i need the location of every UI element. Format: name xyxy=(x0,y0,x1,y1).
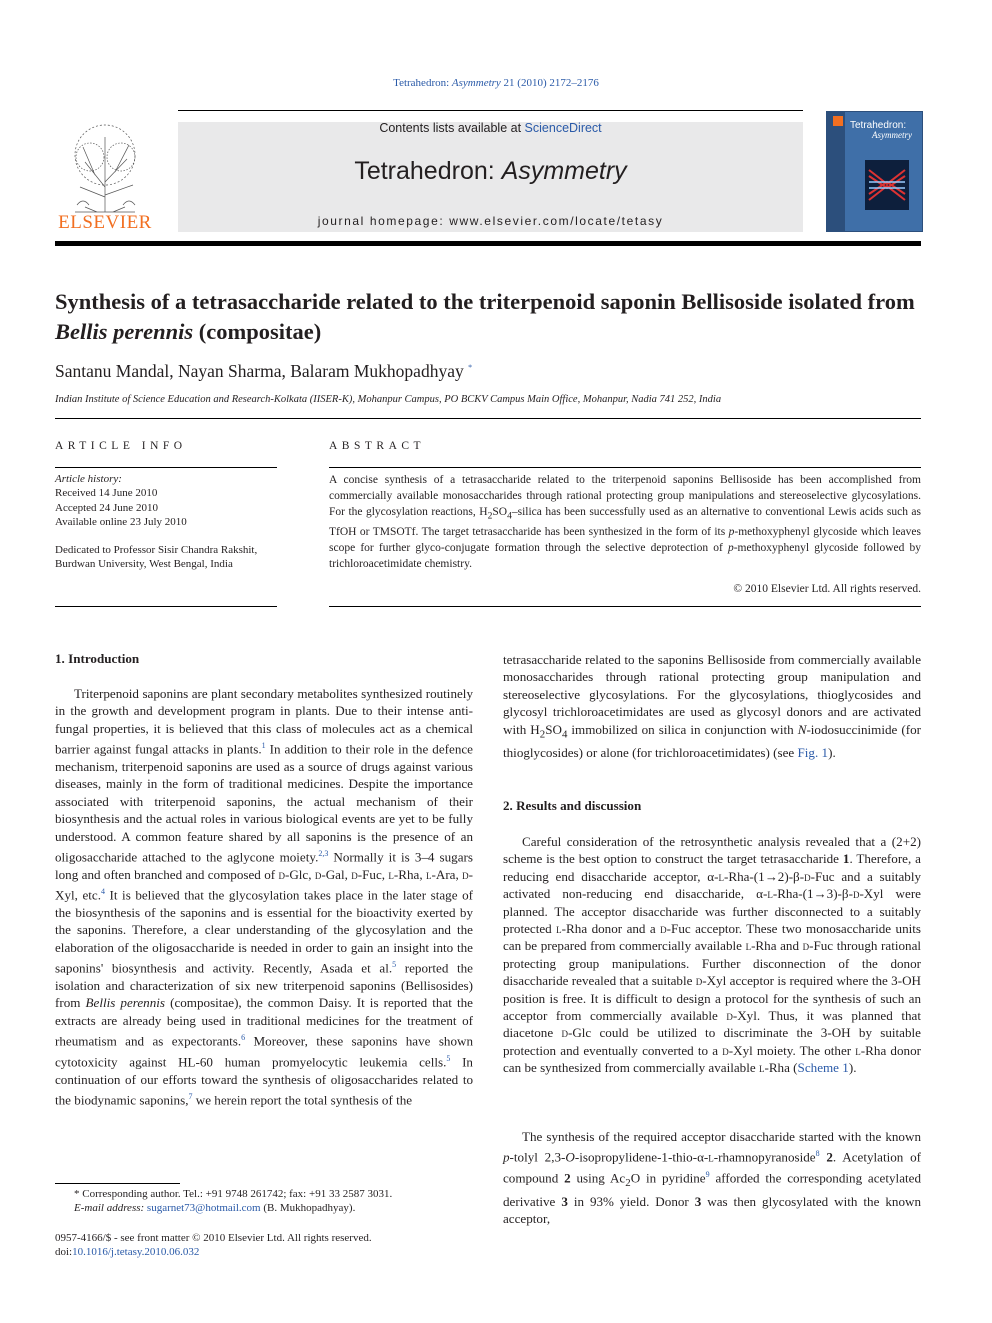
cover-spine xyxy=(827,112,845,231)
doi-link[interactable]: 10.1016/j.tetasy.2010.06.032 xyxy=(72,1246,200,1258)
cover-elsevier-mark xyxy=(833,116,843,126)
received-date: Received 14 June 2010 xyxy=(55,487,158,500)
scheme1-link[interactable]: Scheme 1 xyxy=(797,1060,849,1076)
intro-heading: 1. Introduction xyxy=(55,651,140,666)
cover-artwork xyxy=(865,160,909,210)
abstract-rule xyxy=(329,467,921,468)
elsevier-wordmark: ELSEVIER xyxy=(58,212,152,233)
intro-paragraph-continued: tetrasaccharide related to the saponins Bellisoside from commercially available monosaccharides through rational protecting group manipulation and stereoselective glycosylations. For the glycosylations, thioglycosides and glycosyl trichloroacetimidates are used as glycosyl donors and are activated with $H_2SO_4$ immobilized on silica in conjunction with N-iodosuccinimide (for thioglycosides) or alone (for trichloroacetimidates) (see Fig. 1). xyxy=(503,652,921,760)
journal-citation[interactable]: Tetrahedron: Asymmetry 21 (2010) 2172–2176 xyxy=(393,77,599,89)
footnote-rule xyxy=(55,1183,180,1184)
article-info-heading: ARTICLE INFO xyxy=(55,440,187,452)
journal-title: Tetrahedron: Asymmetry xyxy=(354,157,627,185)
journal-homepage: journal homepage: www.elsevier.com/locate/tetasy xyxy=(317,214,664,228)
front-matter xyxy=(55,1231,473,1259)
abstract-heading: ABSTRACT xyxy=(329,440,426,452)
dedication: Dedicated to Professor Sisir Chandra Rakshit, Burdwan University, West Bengal, India xyxy=(55,544,258,571)
results-paragraph: Careful consideration of the retrosynthetic analysis revealed that a (2+2) scheme is the best option to construct the target tetrasaccharide 1. Therefore, a reducing end disaccharide acceptor, α-l-Rha-(1→2)-β-d-Fuc and a suitably activated non-reducing end disaccharide, α-l-Rha-(1→3)-β-d-Xyl were planned. The acceptor disaccharide was further disconnected to a suitably protected l-Rha donor and a d-Fuc acceptor. These two monosaccharide units can be prepared from commercially available l-Rha and d-Fuc through rational protecting group manipulations. Further disconnection of the donor disaccharide revealed that a suitable d-Xyl acceptor is required where the 3-OH position is free. It is difficult to design a protocol for the synthesis of such an acceptor from commercially available d-Xyl. Thus, it was planned that diacetone d-Glc could be utilized to discriminate the 3-OH by suitable protection and eventually converted to a d-Xyl moiety. The other l-Rha donor can be synthesized from commercially available l-Rha (Scheme 1). xyxy=(503,834,922,1076)
results-paragraph-2: The synthesis of the required acceptor disaccharide started with the known p-tolyl 2,3-O-isopropylidene-1-thio-α-l-rhamnopyranoside$^8$ 2. Acetylation of compound 2 using $Ac_2O$ in pyridine$^9$ afforded the corresponding acetylated derivative 3 in 93% yield. Donor 3 was then glycosylated with the known acceptor, xyxy=(503,1129,922,1226)
article-title: Synthesis of a tetrasaccharide related to the triterpenoid saponin Bellisoside isolated from Bellis perennis (compositae) xyxy=(55,289,915,344)
history-label: Article history: xyxy=(55,473,122,485)
header-rule xyxy=(55,241,921,246)
sciencedirect-link[interactable]: ScienceDirect xyxy=(524,121,602,135)
cover-title: Tetrahedron: xyxy=(850,120,907,131)
homepage-link[interactable]: www.elsevier.com/locate/tetasy xyxy=(449,214,664,228)
fig1-link[interactable]: Fig. 1 xyxy=(797,744,829,760)
results-heading: 2. Results and discussion xyxy=(503,798,642,813)
email-link[interactable]: sugarnet73@hotmail.com xyxy=(146,1202,261,1214)
doi-line: doi:10.1016/j.tetasy.2010.06.032 xyxy=(55,1246,200,1258)
corresponding-author-mark[interactable]: * xyxy=(468,363,473,373)
affiliation: Indian Institute of Science Education and Research-Kolkata (IISER-K), Mohanpur Campus, PO BCKV Campus Main Office, Mohanpur, Nadia 741 252, India xyxy=(55,394,722,405)
corresponding-author-footnote: * Corresponding author. Tel.: +91 9748 261742; fax: +91 33 2587 3031. E-mail address: sugarnet73@hotmail.com (B. Mukhopadhyay). xyxy=(74,1188,393,1214)
online-date: Available online 23 July 2010 xyxy=(55,516,187,529)
cover-subtitle: Asymmetry xyxy=(872,130,912,140)
article-info-rule xyxy=(55,467,277,468)
abstract-bottom-rule xyxy=(329,606,921,607)
issn-line: 0957-4166/$ - see front matter © 2010 Elsevier Ltd. All rights reserved. xyxy=(55,1232,372,1244)
masthead-top-rule xyxy=(178,110,803,111)
author-list: Santanu Mandal, Nayan Sharma, Balaram Mukhopadhyay * xyxy=(55,361,473,381)
accepted-date: Accepted 24 June 2010 xyxy=(55,501,158,514)
article-history xyxy=(55,472,277,530)
journal-cover-thumbnail[interactable] xyxy=(826,111,923,232)
contents-line: Contents lists available at ScienceDirect xyxy=(379,121,602,135)
abstract-copyright: © 2010 Elsevier Ltd. All rights reserved. xyxy=(733,583,921,595)
affiliation-rule xyxy=(55,418,921,419)
intro-paragraph: Triterpenoid saponins are plant secondary metabolites synthesized routinely in the growth and development program in plants. Due to their intense anti-fungal properties, it is believed that this class of molecules act as a chemical barrier against fungal attacks in plants.$^1$ In addition to their role in the defence mechanism, triterpenoid saponins are used as a source of drugs against various diseases, mainly in the form of traditional medicines. Despite the importance associated with triterpenoid saponins, the actual mechanism of their biosynthesis and the actual roles in various biological events are yet to be fully understood. A common feature shared by all saponins is the presence of an oligosaccharide attached to the aglycone moiety.$^{2,3}$ Normally it is 3–4 sugars long and often branched and composed of d-Glc, d-Gal, d-Fuc, l-Rha, l-Ara, d-Xyl, etc.$^4$ It is believed that the glycosylation takes place in the later stage of the biosynthesis of the saponins and is essential for the bioactivity exerted by the saponins. Therefore, a clear understanding of the glycosylation and the elaboration of the oligosaccharide is needed in order to gain an insight into the saponins' biosynthesis and activity. Recently, Asada et al.$^5$ reported the isolation and characterization of six new triterpenoid saponins (Bellisosides) from Bellis perennis (compositae), the common Daisy. It is reported that the extracts are already being used in traditional medicines for the treatment of rheumatism and as expectorants.$^6$ Moreover, these saponins have shown cytotoxicity against HL-60 human promyelocytic leukemia cells.$^5$ In continuation of our efforts toward the synthesis of oligosaccharides related to the biodynamic saponins,$^7$ we herein report the total synthesis of the xyxy=(55,686,474,1108)
article-info-bottom-rule xyxy=(55,606,277,607)
abstract-text: A concise synthesis of a tetrasaccharide related to the triterpenoid saponins Bellisoside has been accomplished from commercially available monosaccharides through rational protecting group manipulations and stereoselective glycosylations. For the glycosylation reactions, $H_2SO_4$–silica has been successfully used as an alternative to conventional Lewis acids such as TfOH or TMSOTf. The target tetrasaccharide has been synthesized in the form of its p-methoxyphenyl glycoside which leaves scope for further glyco-conjugate formation through the selective deprotection of p-methoxyphenyl glycoside followed by trichloroacetimidate chemistry. xyxy=(329,474,922,571)
